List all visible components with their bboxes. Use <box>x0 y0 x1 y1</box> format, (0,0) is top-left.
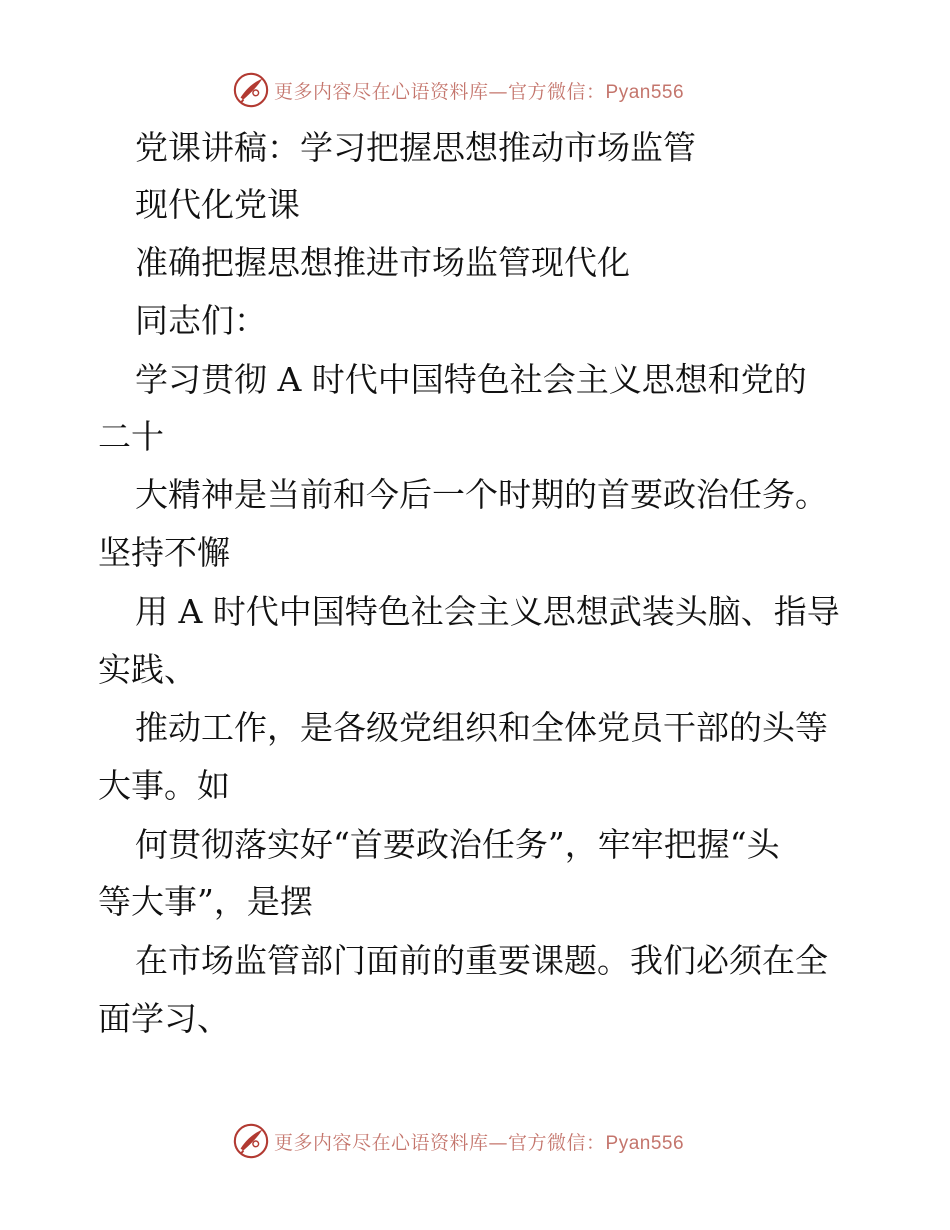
paragraph-line: 坚持不懈 <box>98 533 230 572</box>
watermark-text: 更多内容尽在心语资料库—官方微信：Pyan556 <box>274 1131 685 1154</box>
paragraph-line: 等大事”，是摆 <box>98 882 313 921</box>
paragraph-line: 实践、 <box>98 650 197 689</box>
doc-title-line-2: 现代化党课 <box>135 185 300 224</box>
paragraph-line: 面学习、 <box>98 999 230 1038</box>
watermark-text: 更多内容尽在心语资料库—官方微信：Pyan556 <box>274 80 685 103</box>
doc-title-line-1: 党课讲稿：学习把握思想推动市场监管 <box>135 128 696 167</box>
paragraph-line: 何贯彻落实好“首要政治任务”，牢牢把握“头 <box>135 825 780 864</box>
paragraph-line: 推动工作，是各级党组织和全体党员干部的头等 <box>135 708 828 747</box>
paragraph-line: 大事。如 <box>98 766 230 805</box>
paragraph-line: 在市场监管部门面前的重要课题。我们必须在全 <box>135 941 828 980</box>
header-watermark <box>232 70 752 110</box>
pen-logo-icon <box>232 71 270 109</box>
paragraph-line: 大精神是当前和今后一个时期的首要政治任务。 <box>135 475 828 514</box>
doc-subtitle: 准确把握思想推进市场监管现代化 <box>135 243 630 282</box>
paragraph-line: 学习贯彻 A 时代中国特色社会主义思想和党的 <box>135 360 807 399</box>
pen-logo-icon <box>232 1122 270 1160</box>
paragraph-line: 用 A 时代中国特色社会主义思想武装头脑、指导 <box>135 592 840 631</box>
footer-watermark <box>232 1121 752 1161</box>
paragraph-line: 二十 <box>98 417 164 456</box>
doc-salutation: 同志们： <box>135 301 267 340</box>
